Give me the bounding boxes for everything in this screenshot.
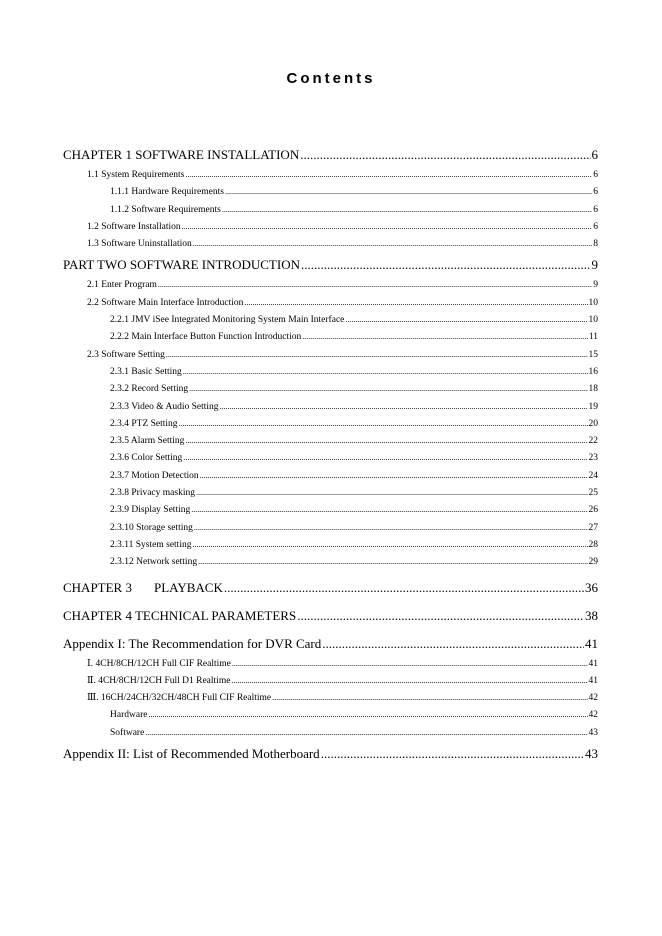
- leader-dots: [166, 346, 588, 364]
- leader-dots: [194, 519, 588, 537]
- chapter-title: PLAYBACK: [153, 579, 223, 595]
- toc-entry-text: 2.2.2 Main Interface Button Function Introduction: [110, 332, 302, 343]
- leader-dots: [222, 201, 592, 219]
- toc-entry-2-3-8[interactable]: [63, 484, 598, 501]
- toc-entry-appendix-1-iii[interactable]: [63, 689, 598, 706]
- leader-dots: [158, 276, 592, 294]
- toc-entry-text: Hardware: [110, 710, 148, 721]
- leader-dots: [200, 467, 588, 485]
- toc-entry-text: 1.1 System Requirements: [87, 170, 185, 180]
- leader-dots: [183, 449, 587, 467]
- toc-entry-text: 2.3.7 Motion Detection: [110, 470, 199, 481]
- toc-entry-text: Ⅲ. 16CH/24CH/32CH/48CH Full CIF Realtime: [87, 693, 272, 704]
- toc-entry-2-3-12[interactable]: [63, 553, 598, 570]
- toc-entry-2-2[interactable]: [63, 294, 598, 311]
- leader-dots: [179, 415, 588, 433]
- chapter-number: CHAPTER 3: [63, 579, 132, 595]
- toc-page-number: 42: [588, 710, 598, 721]
- leader-dots: [145, 724, 587, 742]
- leader-dots: [196, 484, 588, 502]
- toc-entry-text: 1.1.2 Software Requirements: [110, 204, 221, 215]
- leader-dots: [182, 218, 593, 236]
- toc-entry-2-1[interactable]: [63, 276, 598, 293]
- toc-page-number: 41: [588, 658, 598, 669]
- toc-entry-text: Ⅰ. 4CH/8CH/12CH Full CIF Realtime: [87, 658, 231, 669]
- toc-entry-2-3-3[interactable]: [63, 398, 598, 415]
- leader-dots: [224, 577, 584, 599]
- toc-entry-text: 2.3.9 Display Setting: [110, 505, 191, 516]
- leader-dots: [232, 655, 588, 673]
- toc-entry-2-3-10[interactable]: [63, 519, 598, 536]
- toc-page-number: 16: [588, 366, 598, 377]
- leader-dots: [191, 501, 587, 519]
- toc-entry-2-3-7[interactable]: [63, 467, 598, 484]
- toc-entry-2-3-9[interactable]: [63, 501, 598, 518]
- toc-page-number: 6: [593, 204, 598, 215]
- leader-dots: [345, 311, 587, 329]
- leader-dots: [198, 553, 587, 571]
- leader-dots: [244, 294, 587, 312]
- leader-dots: [301, 254, 591, 276]
- toc-entry-text: PART TWO SOFTWARE INTRODUCTION: [63, 257, 300, 273]
- toc-page-number: 27: [588, 522, 598, 533]
- toc-entry-1-1-2[interactable]: [63, 201, 598, 218]
- toc-entry-2-3-1[interactable]: [63, 363, 598, 380]
- leader-dots: [297, 605, 584, 627]
- toc-entry-2-3-6[interactable]: [63, 449, 598, 466]
- toc-page-number: 6: [593, 170, 598, 180]
- toc-entry-text: 1.2 Software Installation: [87, 221, 181, 232]
- toc-entry-text: 2.3.5 Alarm Setting: [110, 436, 185, 447]
- toc-entry-text: Ⅱ. 4CH/8CH/12CH Full D1 Realtime: [87, 675, 231, 686]
- toc-page-number: 6: [593, 187, 598, 198]
- page-title: Contents: [286, 70, 376, 87]
- leader-dots: [231, 672, 587, 690]
- toc-entry-1-1-1[interactable]: [63, 183, 598, 200]
- leader-dots: [189, 380, 587, 398]
- toc-entry-text: 2.2.1 JMV iSee Integrated Monitoring System Main Interface: [110, 315, 345, 326]
- toc-page-number: 24: [588, 470, 598, 481]
- toc-entry-text: CHAPTER 4 TECHNICAL PARAMETERS: [63, 607, 297, 623]
- toc-entry-software[interactable]: [63, 724, 598, 741]
- toc-entry-1-2[interactable]: [63, 218, 598, 235]
- toc-entry-text: 2.1 Enter Program: [87, 280, 157, 291]
- leader-dots: [185, 432, 587, 450]
- leader-dots: [272, 689, 587, 707]
- toc-page-number: 38: [585, 607, 598, 623]
- toc-entry-text: 2.3.3 Video & Audio Setting: [110, 401, 219, 412]
- toc-page-number: 25: [588, 488, 598, 499]
- leader-dots: [148, 706, 587, 724]
- toc-entry-appendix-1-i[interactable]: [63, 655, 598, 672]
- toc-entry-chapter-1[interactable]: [63, 144, 598, 166]
- toc-entry-hardware[interactable]: [63, 706, 598, 723]
- toc-page-number: 41: [585, 635, 598, 651]
- toc-entry-text: [63, 577, 223, 599]
- toc-entry-text: Appendix I: The Recommendation for DVR Card: [63, 635, 322, 651]
- toc-page-number: 19: [588, 401, 598, 412]
- leader-dots: [322, 633, 584, 655]
- leader-dots: [302, 328, 588, 346]
- toc-entry-2-3-11[interactable]: [63, 536, 598, 553]
- leader-dots: [220, 398, 588, 416]
- toc-page-number: 6: [591, 147, 598, 162]
- toc-entry-part-two[interactable]: [63, 254, 598, 276]
- toc-entry-appendix-1[interactable]: [63, 633, 598, 655]
- toc-entry-text: 2.2 Software Main Interface Introduction: [87, 297, 244, 308]
- toc-page-number: 26: [588, 505, 598, 516]
- toc-page-number: 42: [588, 693, 598, 704]
- toc-entry-text: Appendix II: List of Recommended Motherboard: [63, 746, 320, 762]
- toc-entry-text: 2.3.12 Network setting: [110, 557, 198, 568]
- table-of-contents: [63, 142, 598, 765]
- toc-entry-text: 2.3.8 Privacy masking: [110, 488, 195, 499]
- toc-entry-text: 2.3.1 Basic Setting: [110, 366, 182, 377]
- toc-entry-2-3-5[interactable]: [63, 432, 598, 449]
- toc-entry-text: 1.1.1 Hardware Requirements: [110, 187, 224, 198]
- toc-entry-2-3[interactable]: [63, 346, 598, 363]
- toc-entry-2-3-2[interactable]: [63, 380, 598, 397]
- toc-entry-1-1[interactable]: [63, 166, 598, 183]
- toc-entry-2-3-4[interactable]: [63, 415, 598, 432]
- toc-entry-1-3[interactable]: [63, 235, 598, 252]
- toc-entry-2-2-2[interactable]: [63, 328, 598, 345]
- toc-entry-text: 2.3.10 Storage setting: [110, 522, 193, 533]
- toc-page-number: 20: [588, 418, 598, 429]
- toc-page-number: 41: [588, 675, 598, 686]
- toc-entry-text: 2.3 Software Setting: [87, 349, 165, 360]
- toc-entry-text: 2.3.4 PTZ Setting: [110, 418, 178, 429]
- toc-entry-appendix-2[interactable]: [63, 743, 598, 765]
- toc-page-number: 15: [588, 349, 598, 360]
- toc-entry-text: Software: [110, 727, 145, 738]
- toc-entry-chapter-4[interactable]: [63, 605, 598, 627]
- toc-entry-text: 2.3.6 Color Setting: [110, 453, 183, 464]
- toc-page-number: 9: [591, 257, 598, 273]
- toc-entry-appendix-1-ii[interactable]: [63, 672, 598, 689]
- leader-dots: [193, 235, 593, 253]
- toc-entry-text: 2.3.2 Record Setting: [110, 384, 189, 395]
- leader-dots: [192, 536, 587, 554]
- toc-page-number: 18: [588, 384, 598, 395]
- toc-page-number: 6: [593, 221, 598, 232]
- toc-entry-text: 1.3 Software Uninstallation: [87, 239, 192, 250]
- toc-page-number: 8: [593, 239, 598, 250]
- leader-dots: [321, 743, 584, 765]
- toc-page-number: 36: [585, 579, 598, 595]
- leader-dots: [185, 166, 592, 184]
- toc-entry-chapter-3[interactable]: [63, 577, 598, 599]
- toc-page-number: 10: [588, 315, 598, 326]
- toc-page-number: 22: [588, 436, 598, 447]
- toc-page-number: 43: [588, 727, 598, 738]
- leader-dots: [300, 144, 590, 166]
- toc-page-number: 9: [593, 280, 598, 291]
- toc-page-number: 28: [588, 539, 598, 550]
- toc-page-number: 11: [588, 332, 598, 343]
- leader-dots: [225, 183, 592, 201]
- toc-entry-text: CHAPTER 1 SOFTWARE INSTALLATION: [63, 147, 300, 162]
- toc-page-number: 43: [585, 746, 598, 762]
- toc-page-number: 10: [588, 297, 598, 308]
- toc-entry-2-2-1[interactable]: [63, 311, 598, 328]
- toc-entry-text: 2.3.11 System setting: [110, 539, 192, 550]
- toc-page-number: 29: [588, 557, 598, 568]
- leader-dots: [183, 363, 588, 381]
- toc-page-number: 23: [588, 453, 598, 464]
